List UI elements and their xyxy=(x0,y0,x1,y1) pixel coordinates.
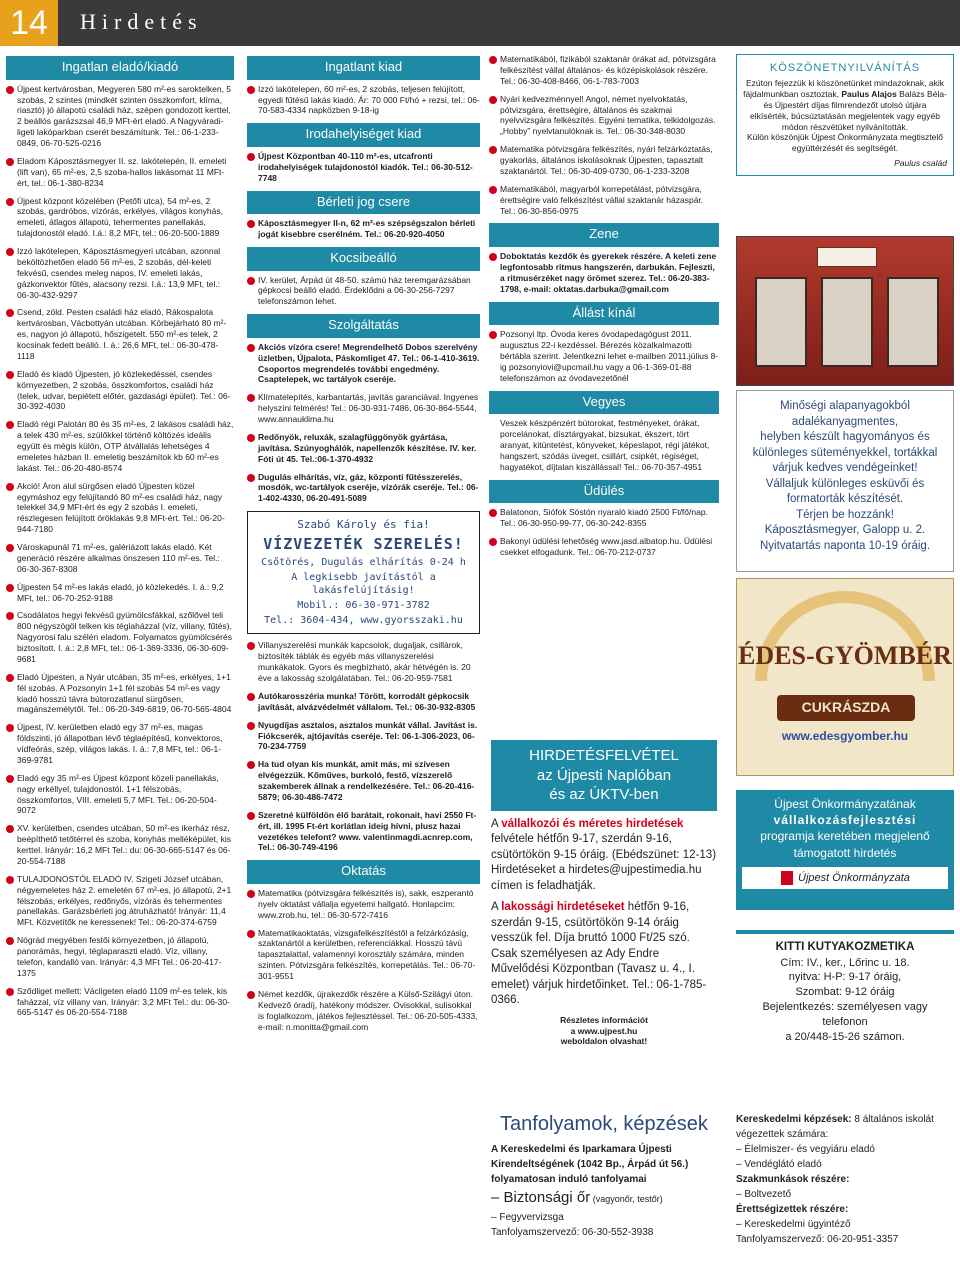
courses-text: A Kereskedelmi és Iparkamara Újpesti Kirendeltségének (1042 Bp., Árpád út 56.) folyamatosan induló tanfolyamai xyxy=(491,1144,689,1185)
list-item xyxy=(247,989,480,1033)
list-item xyxy=(247,472,480,505)
ad-list xyxy=(247,888,480,1033)
thanks-text: Külön köszönjük Újpest Önkormányzata megtisztelő együttérzését és segítségét. xyxy=(746,132,944,154)
kitti-text: a 20/448-15-26 számon. xyxy=(785,1030,905,1043)
thanks-signature: Paulus család xyxy=(894,158,947,169)
list-item xyxy=(247,275,480,308)
list-item xyxy=(489,507,719,529)
bullet-icon xyxy=(489,186,497,194)
ad-intake-title: és az ÚKTV-ben xyxy=(549,786,659,803)
bullet-icon xyxy=(247,693,255,701)
ad-text: Káposztásmegyer II-n, 62 m²-es szépségszalon bérleti jogát kisebbre cserélném. Tel.: 06-20-920-4050 xyxy=(258,218,476,239)
ad-text: Bakonyi üdülési lehetőség www.jasd.albatop.hu. Üdülési csekket elfogadunk. Tel.: 06-70-212-0737 xyxy=(500,535,713,557)
ad-text: Matematikaoktatás, vizsgafelkészítéstől a felzárkózásig, szaktanártól a kerületben, referenciákkal. Hosszú távú tapasztalattal, valamennyi korosztály számára, minden szinten. Pótvizsgára felkészítés, korrepetálás. Tel.: 06-70-301-9551 xyxy=(258,927,476,981)
trade-contact: Tanfolyamszervező: 06-20-951-3357 xyxy=(736,1234,899,1245)
ad-list xyxy=(247,218,480,240)
bullet-icon xyxy=(6,775,14,783)
section-title: Zene xyxy=(489,223,719,247)
thanks-name: Paulus Alajos xyxy=(841,88,897,99)
list-item xyxy=(489,329,719,383)
ad-text: Matematikából, fizikából szaktanár órákat ad, pótvizsgára felkészítést vállal általános- és középiskolások részére. Tel.: 06-30-408-8466, 06-1-783-7003 xyxy=(500,54,716,86)
ad-text: Matematika pótvizsgára felkészítés, nyári felzárkóztatás, gyakorlás, általános iskolásoknak Újpesten, tapasztalt szaktanártól. Tel.: 06-30-409-0730, 06-1-233-3208 xyxy=(500,144,713,176)
ad-intake-info: Részletes információt a www.ujpest.hu weboldalon olvashat! xyxy=(491,1015,717,1048)
list-item xyxy=(6,823,234,867)
site-link[interactable]: a www.ujpest.hu xyxy=(570,1025,638,1036)
courses-item: – Biztonsági őr (vagyonőr, testőr) xyxy=(491,1189,663,1206)
ad-text: Veszek készpénzért bútorokat, festményeket, órákat, porcelánokat, dísztárgyakat, bizsukat, ékszert, tört aranyat, kitüntetést, könyveket, képeslapot, régi játékot, hangszert, szódás üveget, csillárt, csipkét, régiséget, hagyatékot, díjtalan kiszállással! Tel.: 06-70-357-4951 xyxy=(500,418,710,472)
list-item xyxy=(6,874,234,928)
ad-text: Eladó Újpesten, a Nyár utcában, 35 m²-es, erkélyes, 1+1 fél szobás. A Pozsonyin 1+1 fél szobás 54 m²-es vagy kiadó hosszú távra bútorozatlanul sürgősen, magánszemélytől. Tel.: 06-20-349-6819, 06-70-565-4804 xyxy=(17,671,232,715)
list-item xyxy=(6,246,234,300)
list-item xyxy=(6,610,234,664)
courses-item: – Fegyvervizsga xyxy=(491,1211,564,1223)
section-list xyxy=(247,56,480,504)
section-title: Oktatás xyxy=(247,860,480,884)
box-line: Mobil.: 06-30-971-3782 xyxy=(297,599,430,611)
box-headline: VÍZVEZETÉK SZERELÉS! xyxy=(263,535,464,554)
ad-list xyxy=(489,54,719,216)
bakery-text: Káposztásmegyer, Galopp u. 2. Nyitvatartás naponta 10-19 óráig. xyxy=(759,524,931,552)
ad-text: Doboktatás kezdők és gyerekek részére. A keleti zene legfontosabb ritmus hangszerén, darbukán. Fejleszti, a ritmusérzéket nagy örömet szerez. Tel.: 06-20-383-1798, e-mail: oktatas.darbuka@gmail.com xyxy=(500,251,717,294)
sponsor-name: Újpest Önkormányzata xyxy=(798,871,910,884)
ad-intake-title: az Újpesti Naplóban xyxy=(536,766,672,784)
list-item xyxy=(247,888,480,921)
bullet-icon xyxy=(6,544,14,552)
thanks-text: Balázs Béla- és Újpestért díjas filmrendezőt utolsó útjára elkísérték, búcsúztatásán megjelentek vagy egyéb módon részvétüket nyilvánították. xyxy=(750,88,947,132)
bakery-text: Térjen be hozzánk! xyxy=(796,508,894,521)
section-title: Üdülés xyxy=(489,480,719,504)
ad-text: Német kezdők, újrakezdők részére a Külső-Szilágyi úton. Kedvező óradíj, hatékony módszer. Ovisokkal, sulisokkal is foglalkozom, játékos fejlesztéssel. Tel.: 06-20-505-4333, e-mail: n.monitta@gmail.com xyxy=(258,988,478,1032)
ad-text: Pozsonyi ltp. Óvoda keres óvodapedagógust 2011. augusztus 22-i kezdéssel. Bérezés közalkalmazotti bértábla szerint. Jelentkezni lehet e-mailben 2011.július 8-ig pozsonyiovi@upcmail.hu vagy a 06-1-369-01-88 telefonszámon az óvodavezetőnél xyxy=(500,329,719,383)
trade-item: – Vendéglátó eladó xyxy=(736,1159,822,1170)
list-item xyxy=(6,156,234,189)
ad-text: Újpest Központban 40-110 m²-es, utcafronti irodahelyiségek tulajdonostól kiadók. Tel.: 06-30-512-7748 xyxy=(258,150,473,183)
bullet-icon xyxy=(489,146,497,154)
bullet-icon xyxy=(247,434,255,442)
bullet-icon xyxy=(247,344,255,352)
bullet-icon xyxy=(6,371,14,379)
trade-heading: Érettségizettek részére: xyxy=(736,1204,849,1215)
section-title: Irodahelyiséget kiad xyxy=(247,123,480,147)
ad-text: IV. kerület, Árpád út 48-50. számú ház teremgarázsában gépkocsi beálló eladó. Érdeklődni a 06-30-256-7297 telefonszámon lehet. xyxy=(258,274,471,307)
list-item xyxy=(489,54,719,87)
ad-text: Izzó lakótelepen, 60 m²-es, 2 szobás, teljesen felújított, egyedi fűtésű lakás kiadó. Ár: 70 000 Ft/hó + rezsi, tel.: 06-70-583-4334 napközben 9-18-ig xyxy=(258,83,480,116)
crest-icon xyxy=(780,870,794,886)
list-item xyxy=(489,418,719,472)
ad-intake-box xyxy=(489,740,719,1080)
page-header xyxy=(0,0,960,46)
box-line: A legkisebb javítástól a lakásfelújításig! xyxy=(291,572,436,596)
list-item xyxy=(247,151,480,184)
sponsor-text: Újpest Önkormányzatának xyxy=(774,797,916,811)
trade-courses-box xyxy=(736,1112,954,1276)
ad-intake-header xyxy=(491,740,717,811)
list-item xyxy=(6,672,234,716)
bullet-icon xyxy=(247,277,255,285)
list-item xyxy=(489,94,719,138)
ad-text: Villanyszerelési munkák kapcsolok, dugaljak, csillárok, biztosíték táblák és egyéb más villanyszerelési munkákatok. Gyors és megbízható, akár hétvégén is. 20 éve a lakosság szolgálatában. Tel.: 06-20-959-7581 xyxy=(258,640,471,683)
ad-text: Izzó lakótelepen, Káposztásmegyeri utcában, azonnal beköltözhetően eladó 56 m²-es, 2 szobás, dél-keleti fekvésű, csendes meleg napos, IV. emeleti lakás, gázkonvektor fűtés, alacsony rezsi. I.á.: 13,9 MFt, tel.: 06-30-432-9297 xyxy=(17,246,221,300)
bullet-icon xyxy=(6,421,14,429)
ad-text: Sződliget mellett: Václigeten eladó 1109 m²-es telek, kis faházzal, víz villany van. Irányár: 3,2 MFt Tel.: du: 06-30-665-5147 és 06-20-554-7188 xyxy=(17,985,230,1018)
ad-list xyxy=(247,342,480,504)
ad-text: Akciós vízóra csere! Megrendelhető Dobos szerelvény üzletben, Újpalota, Páskomliget 47. Tel.: 06-1-410-3619. Csoportos megrendelés további engedmény. Csaptelepek, wc tartályok cseréje. xyxy=(258,341,480,385)
section-title: Kocsibeálló xyxy=(247,247,480,271)
ad-text: Csodálatos hegyi fekvésű gyümölcsfákkal, szőlővel teli 800 négyszögöl telken kis téglaházzal (víz, villany, fűtés), Nagyorosi falu szélén eladom. Folyamatos gyümölcsérés biztosított. I. á.: 2,8 MFt, tel.: 06-1-369-3336, 06-30-609-9681 xyxy=(17,610,232,664)
bullet-icon xyxy=(6,674,14,682)
ad-text: Újpest kertvárosban, Megyeren 580 m²-es saroktelken, 5 szobás, 2 szintes (mindkét szinten összkomfort, klíma, riasztó) jó állapotú családi ház, szépen gondozott kerttel, 2 beállós garázszsal 46,9 MFt-ért eladó. A Nagyváradi-ligeti lakóparkban cserét beszámítunk. Tel.: 06-1-233-0849, 06-70-525-0216 xyxy=(17,83,232,148)
page-number: 14 xyxy=(0,0,58,46)
list-item xyxy=(489,251,719,295)
list-item xyxy=(6,542,234,575)
list-item xyxy=(247,691,480,713)
list-item xyxy=(489,184,719,217)
thanks-title: KÖSZÖNETNYILVÁNÍTÁS xyxy=(769,62,921,74)
thanks-body xyxy=(743,78,947,132)
ad-text: Nógrád megyében festői környezetben, jó állapotú, panorámás, hegyi, téglaparaszti eladó. Víz, villany, telefon, kandalló van. Irányár: 4,3 MFt Tel.: 06-20-417-1375 xyxy=(17,935,222,978)
ad-list xyxy=(6,84,234,1019)
ad-text: Eladom Káposztásmegyer II. sz. lakótelepén, II. emeleti (lift van), 65 m²-es, 2,5 szoba-hallos lakásomat 11 MFt-ért, tel.: 06-1-380-8234 xyxy=(17,155,227,188)
ad-text: Eladó és kiadó Újpesten, jó közlekedéssel, csendes környezetben, 2 szobás, összkomfortos, családi ház (telek, udvar, bepiétett előtér, gazdasági épület). Tel.: 06-30-392-4030 xyxy=(17,368,231,412)
logo-brand: ÉDES-GYÖMBÉR xyxy=(738,641,952,670)
bakery-logo xyxy=(736,578,954,776)
list-item xyxy=(6,722,234,766)
ad-text: Csend, zöld. Pesten családi ház eladó, Rákospalota kertvárosban, Vácbottyán utcában. Körbejárható 80 m²-es, nagyon jó állapotú, hőszigetelt. 550 m²-es telek, 2 kocsinak fedett beálló. I. á.: 26,6 MFt, tel.: 06-30-478-1118 xyxy=(17,307,227,361)
ad-text: Redőnyök, reluxák, szalagfüggönyök gyártása, javítása. Szúnyoghálók, napellenzők készítése. IV. ker. Fóti út 45. Tel.:06-1-370-4932 xyxy=(258,431,477,464)
bullet-icon xyxy=(489,96,497,104)
kitti-text: nyitva: H-P: 9-17 óráig, xyxy=(788,971,902,984)
list-item xyxy=(489,536,719,558)
list-item xyxy=(6,986,234,1019)
section-title: Ingatlan eladó/kiadó xyxy=(6,56,234,80)
ad-text: Balatonon, Siófok Sóstón nyaraló kiadó 2500 Ft/fő/nap. Tel.: 06-30-950-99-77, 06-30-242-8355 xyxy=(500,507,708,528)
ad-text: Matematika (pótvizsgára felkészítés is), sakk, eszperantó nyelv oktatást vállalja egyetemi hallgató. Honlapcím: www.zrob.hu, tel.: 06-30-572-7416 xyxy=(258,887,474,920)
ad-text: Matematikából, magyarból korrepetálást, pótvizsgára, érettségire való felkészítést vállal szaktanár házaspár. Tel.: 06-30-856-0975 xyxy=(500,183,704,216)
sponsor-text: programja keretében megjelenő támogatott hirdetés xyxy=(760,829,930,860)
box-line: Szabó Károly és fia! xyxy=(297,518,430,532)
bullet-icon xyxy=(247,474,255,482)
list-item xyxy=(247,392,480,425)
bullet-icon xyxy=(247,930,255,938)
bullet-icon xyxy=(6,483,14,491)
trade-heading: Szakmunkások részére: xyxy=(736,1174,850,1185)
list-item xyxy=(6,369,234,413)
bullet-icon xyxy=(6,724,14,732)
list-item xyxy=(6,773,234,817)
bullet-icon xyxy=(247,722,255,730)
bullet-icon xyxy=(6,198,14,206)
list-item xyxy=(247,759,480,803)
section-title: Bérleti jog csere xyxy=(247,191,480,215)
bullet-icon xyxy=(247,642,255,650)
list-item xyxy=(489,144,719,177)
list-item xyxy=(6,84,234,149)
ad-text: XV. kerületben, csendes utcában, 50 m²-es ikerház rész, beépíthető tetőtérrel és szoba, konyhás melléképület, kis kerttel. Irányár: 16,2 MFt Tel.: du: 06-30-665-5147 és 06-20-554-7188 xyxy=(17,823,232,866)
list-item xyxy=(247,342,480,386)
bullet-icon xyxy=(6,612,14,620)
bullet-icon xyxy=(489,509,497,517)
list-item xyxy=(6,307,234,361)
bullet-icon xyxy=(247,991,255,999)
list-item xyxy=(6,935,234,979)
page-title: Hirdetés xyxy=(80,9,203,34)
sponsor-badge xyxy=(742,867,948,889)
bullet-icon xyxy=(6,309,14,317)
kitti-title: KITTI KUTYAKOZMETIKA xyxy=(775,941,915,953)
list-item xyxy=(6,582,234,604)
plumber-box xyxy=(247,511,480,634)
section-title: Ingatlant kiad xyxy=(247,56,480,80)
bullet-icon xyxy=(247,153,255,161)
bullet-icon xyxy=(489,56,497,64)
ad-list xyxy=(247,151,480,184)
bullet-icon xyxy=(6,248,14,256)
bullet-icon xyxy=(489,253,497,261)
bullet-icon xyxy=(6,825,14,833)
box-line: Csőtörés, Dugulás elhárítás 0-24 h xyxy=(261,557,466,569)
bullet-icon xyxy=(247,86,255,94)
ad-intake-title: HIRDETÉSFELVÉTEL xyxy=(529,747,679,764)
ad-list xyxy=(247,275,480,308)
column-services xyxy=(247,54,480,1084)
bullet-icon xyxy=(6,86,14,94)
ad-text: Újpest központ közelében (Petőfi utca), 54 m²-es, 2 szobás, gardróbos, vízórás, erkélyes, világos konyhás, emeleti, átlagos állapotú, tehermentes panellakás, tulajdonostól eladó. I.á.: 8,2 MFt, tel.: 06-20-500-1889 xyxy=(17,195,223,239)
bullet-icon xyxy=(247,394,255,402)
bullet-icon xyxy=(6,876,14,884)
list-item xyxy=(247,720,480,753)
kitti-text: Cím: IV., ker., Lőrinc u. 18. xyxy=(780,956,910,969)
logo-url[interactable]: www.edesgyomber.hu xyxy=(781,729,909,743)
ad-list xyxy=(489,251,719,295)
ad-text: Dugulás elhárítás, víz, gáz, központi fűtésszerelés, mosdók, wc-tartályok cseréje, vízórák cseréje. Tel.: 06-1-402-4330, 06-20-491-5089 xyxy=(258,471,479,504)
ad-list xyxy=(489,507,719,558)
section-title: Vegyes xyxy=(489,391,719,415)
bakery-text: Vállaljuk különleges esküvői és formatorták készítését. xyxy=(765,477,925,506)
bullet-icon xyxy=(6,584,14,592)
bullet-icon xyxy=(247,220,255,228)
ad-text: Eladó régi Palotán 80 és 35 m²-es, 2 lakásos családi ház, a telek 430 m²-es, szülőkkel történő költözés ideális együtt és mégis külön, OTP átvállalás lehetséges 4 emeletes házban II. emeletig beszámítok kb 60 m²-es lakást. Tel.: 06-20-480-8574 xyxy=(17,419,234,473)
ad-text: Szeretné külföldön élő barátait, rokonait, havi 2550 Ft-ért, ill. 1995 Ft-ért korlátlan ideig hívni, plusz hazai vezetékes telefont? www. valentinmagdi.acnrep.com, Tel.: 06-30-749-4196 xyxy=(258,809,477,853)
list-item xyxy=(247,640,480,684)
bullet-icon xyxy=(489,538,497,546)
logo-sub: CUKRÁSZDA xyxy=(777,695,915,721)
trade-heading: Kereskedelmi képzések: 8 általános iskolát végezettek számára: xyxy=(736,1114,934,1140)
bullet-icon xyxy=(247,890,255,898)
section-title: Szolgáltatás xyxy=(247,314,480,338)
section-title: Állást kínál xyxy=(489,302,719,326)
ad-text: Autókarosszéria munka! Törött, korrodált gépkocsik javítását, alvázvédelmét vállalom. Tel.: 06-30-932-8305 xyxy=(258,690,476,712)
sponsor-box xyxy=(736,790,954,910)
ad-text: Városkapunál 71 m²-es, galériázott lakás eladó. Két generáció részére alkalmas önszesen 110 m²-es. Tel.: 06-30-367-8308 xyxy=(17,542,220,574)
ad-text: Nyári kedvezménnyel! Angol, német nyelvoktatás, pótvizsgára, érettségire, általános és szakmai nyelvvizsgára felkészítés. Egyéni tematika, telkidolgozás. „Hobby” nyelvtanulóknak is. Tel.: 06-30-348-8030 xyxy=(500,93,716,137)
trade-item: – Kereskedelmi ügyintéző xyxy=(736,1219,851,1230)
ad-text: Újpest, IV. kerületben eladó egy 37 m²-es, magas földszinti, jó állapotban lévő téglaépítésű, konvektoros, vídfeórás, szép, világos lakás. I. á.: 7,8 MFt, tel.: 06-1-369-9781 xyxy=(17,722,223,765)
trade-item: – Boltvezető xyxy=(736,1189,792,1200)
list-item xyxy=(6,419,234,473)
list-item xyxy=(247,810,480,854)
shop-photo xyxy=(736,236,954,386)
list-item xyxy=(6,481,234,535)
bullet-icon xyxy=(247,761,255,769)
bullet-icon xyxy=(489,331,497,339)
thanks-box xyxy=(736,54,954,176)
ad-intake-p1: A vállalkozói és méretes hirdetések felvétele hétfőn 9-17, szerdán 9-16, csütörtökön 9-15 óráig. (Ebédszünet: 12-13) Hirdetéseket a hirdetes@ujpestimedia.hu címen is feladhatják. xyxy=(491,817,717,892)
bullet-icon xyxy=(247,812,255,820)
ad-text: Újpesten 54 m²-es lakás eladó, jó közlekedés. I. á.: 9,2 MFt, tel.: 06-70-252-9188 xyxy=(17,581,224,603)
courses-box xyxy=(489,1142,719,1276)
dog-grooming-ad xyxy=(736,930,954,1090)
bullet-icon xyxy=(6,937,14,945)
ad-list xyxy=(247,640,480,853)
courses-title: Tanfolyamok, képzések xyxy=(500,1113,708,1135)
ad-text: Ha tud olyan kis munkát, amit más, mi szívesen elvégezzük. Kőműves, burkoló, festő, vízszerelő szakemberek állnak a rendelkezésére. Tel.: 06-20-416-5879; 06-30-486-7472 xyxy=(258,759,475,802)
trade-item: – Élelmiszer- és vegyiáru eladó xyxy=(736,1144,875,1155)
bakery-text: helyben készült hagyományos és különleges süteményekkel, tortákkal várjuk kedves vendégeinket! xyxy=(752,431,938,475)
bakery-text: Minőségi alapanyagokból adalékanyagmentes, xyxy=(780,400,910,428)
bakery-ad xyxy=(736,390,954,572)
list-item xyxy=(247,218,480,240)
ad-text: Klímatelepítés, karbantartás, javítás garanciával. Ingyenes helyszíni felmérés! Tel.: 06-30-931-7486, 06-30-864-5544, www.annauklima.hu xyxy=(258,392,479,424)
thanks-text: Ezúton fejezzük ki köszönetünket mindazoknak, akik fájdalmunkban osztoztak, xyxy=(743,78,944,99)
ad-intake-p2: A lakossági hirdetéseket hétfőn 9-16, szerdán 9-15, csütörtökön 9-14 óráig vesszük fel. Díja bruttó 1000 Ft/25 szó. Csak személyesen az Ady Endre Művelődési Központban (Tavasz u. 4., I. emelet) várjuk hirdetőinket. Tel.: 06-1-785-0366. xyxy=(491,901,707,1007)
ad-text: Nyugdíjas asztalos, asztalos munkát vállal. Javítást is. Fiókcserék, ajtójavítás cseréje. Tel: 06-1-306-2023, 06-70-234-7759 xyxy=(258,719,478,752)
ad-text: TULAJDONOSTÓL ELADÓ IV. Szigeti József utcában, négyemeletes ház 2. emeletén 67 m²-es, jó állapotú, 2+1 félszobás, erkélyes, redőnyős, vízórás és tehermentes panellakás. Garázsbérleti jog átruházható! Irányár: 11,4 MFt. Közvetítők ne keressenek! Tel.: 06-20-374-6759 xyxy=(17,873,232,928)
bullet-icon xyxy=(6,158,14,166)
list-item xyxy=(6,196,234,240)
kitti-text: Szombat: 9-12 óráig xyxy=(795,986,895,999)
ad-list xyxy=(489,329,719,383)
courses-contact: Tanfolyamszervező: 06-30-552-3938 xyxy=(491,1226,654,1238)
kitti-text: Bejelentkezés: személyesen vagy telefonon xyxy=(762,1001,928,1028)
list-item xyxy=(247,432,480,465)
ad-list xyxy=(247,84,480,117)
list-item xyxy=(247,928,480,982)
list-item xyxy=(247,84,480,117)
ad-text: Akció! Áron alul sürgősen eladó Újpesten közel egymáshoz egy felújítandó 80 m²-es családi ház, nagy telekkel 34,9 MFt-ért és egy 2 szobás I. emeleti, részlegesen felújított öröklakás 9,8 MFt-ért. Tel.: 06-20-944-7180 xyxy=(17,480,225,535)
column-ingatlan xyxy=(6,54,234,1276)
ad-text: Eladó egy 35 m²-es Újpest központ közeli panellakás, nagy erkéllyel, tulajdonostól. 1+1 félszobás, összkomfortos, VIII. emeleti 5,7 MFt. Tel.: 06-20-504-9072 xyxy=(17,772,219,816)
sponsor-text: vállalkozásfejlesztési xyxy=(773,813,917,828)
bullet-icon xyxy=(6,988,14,996)
box-line: Tel.: 3604-434, www.gyorsszaki.hu xyxy=(264,614,463,626)
